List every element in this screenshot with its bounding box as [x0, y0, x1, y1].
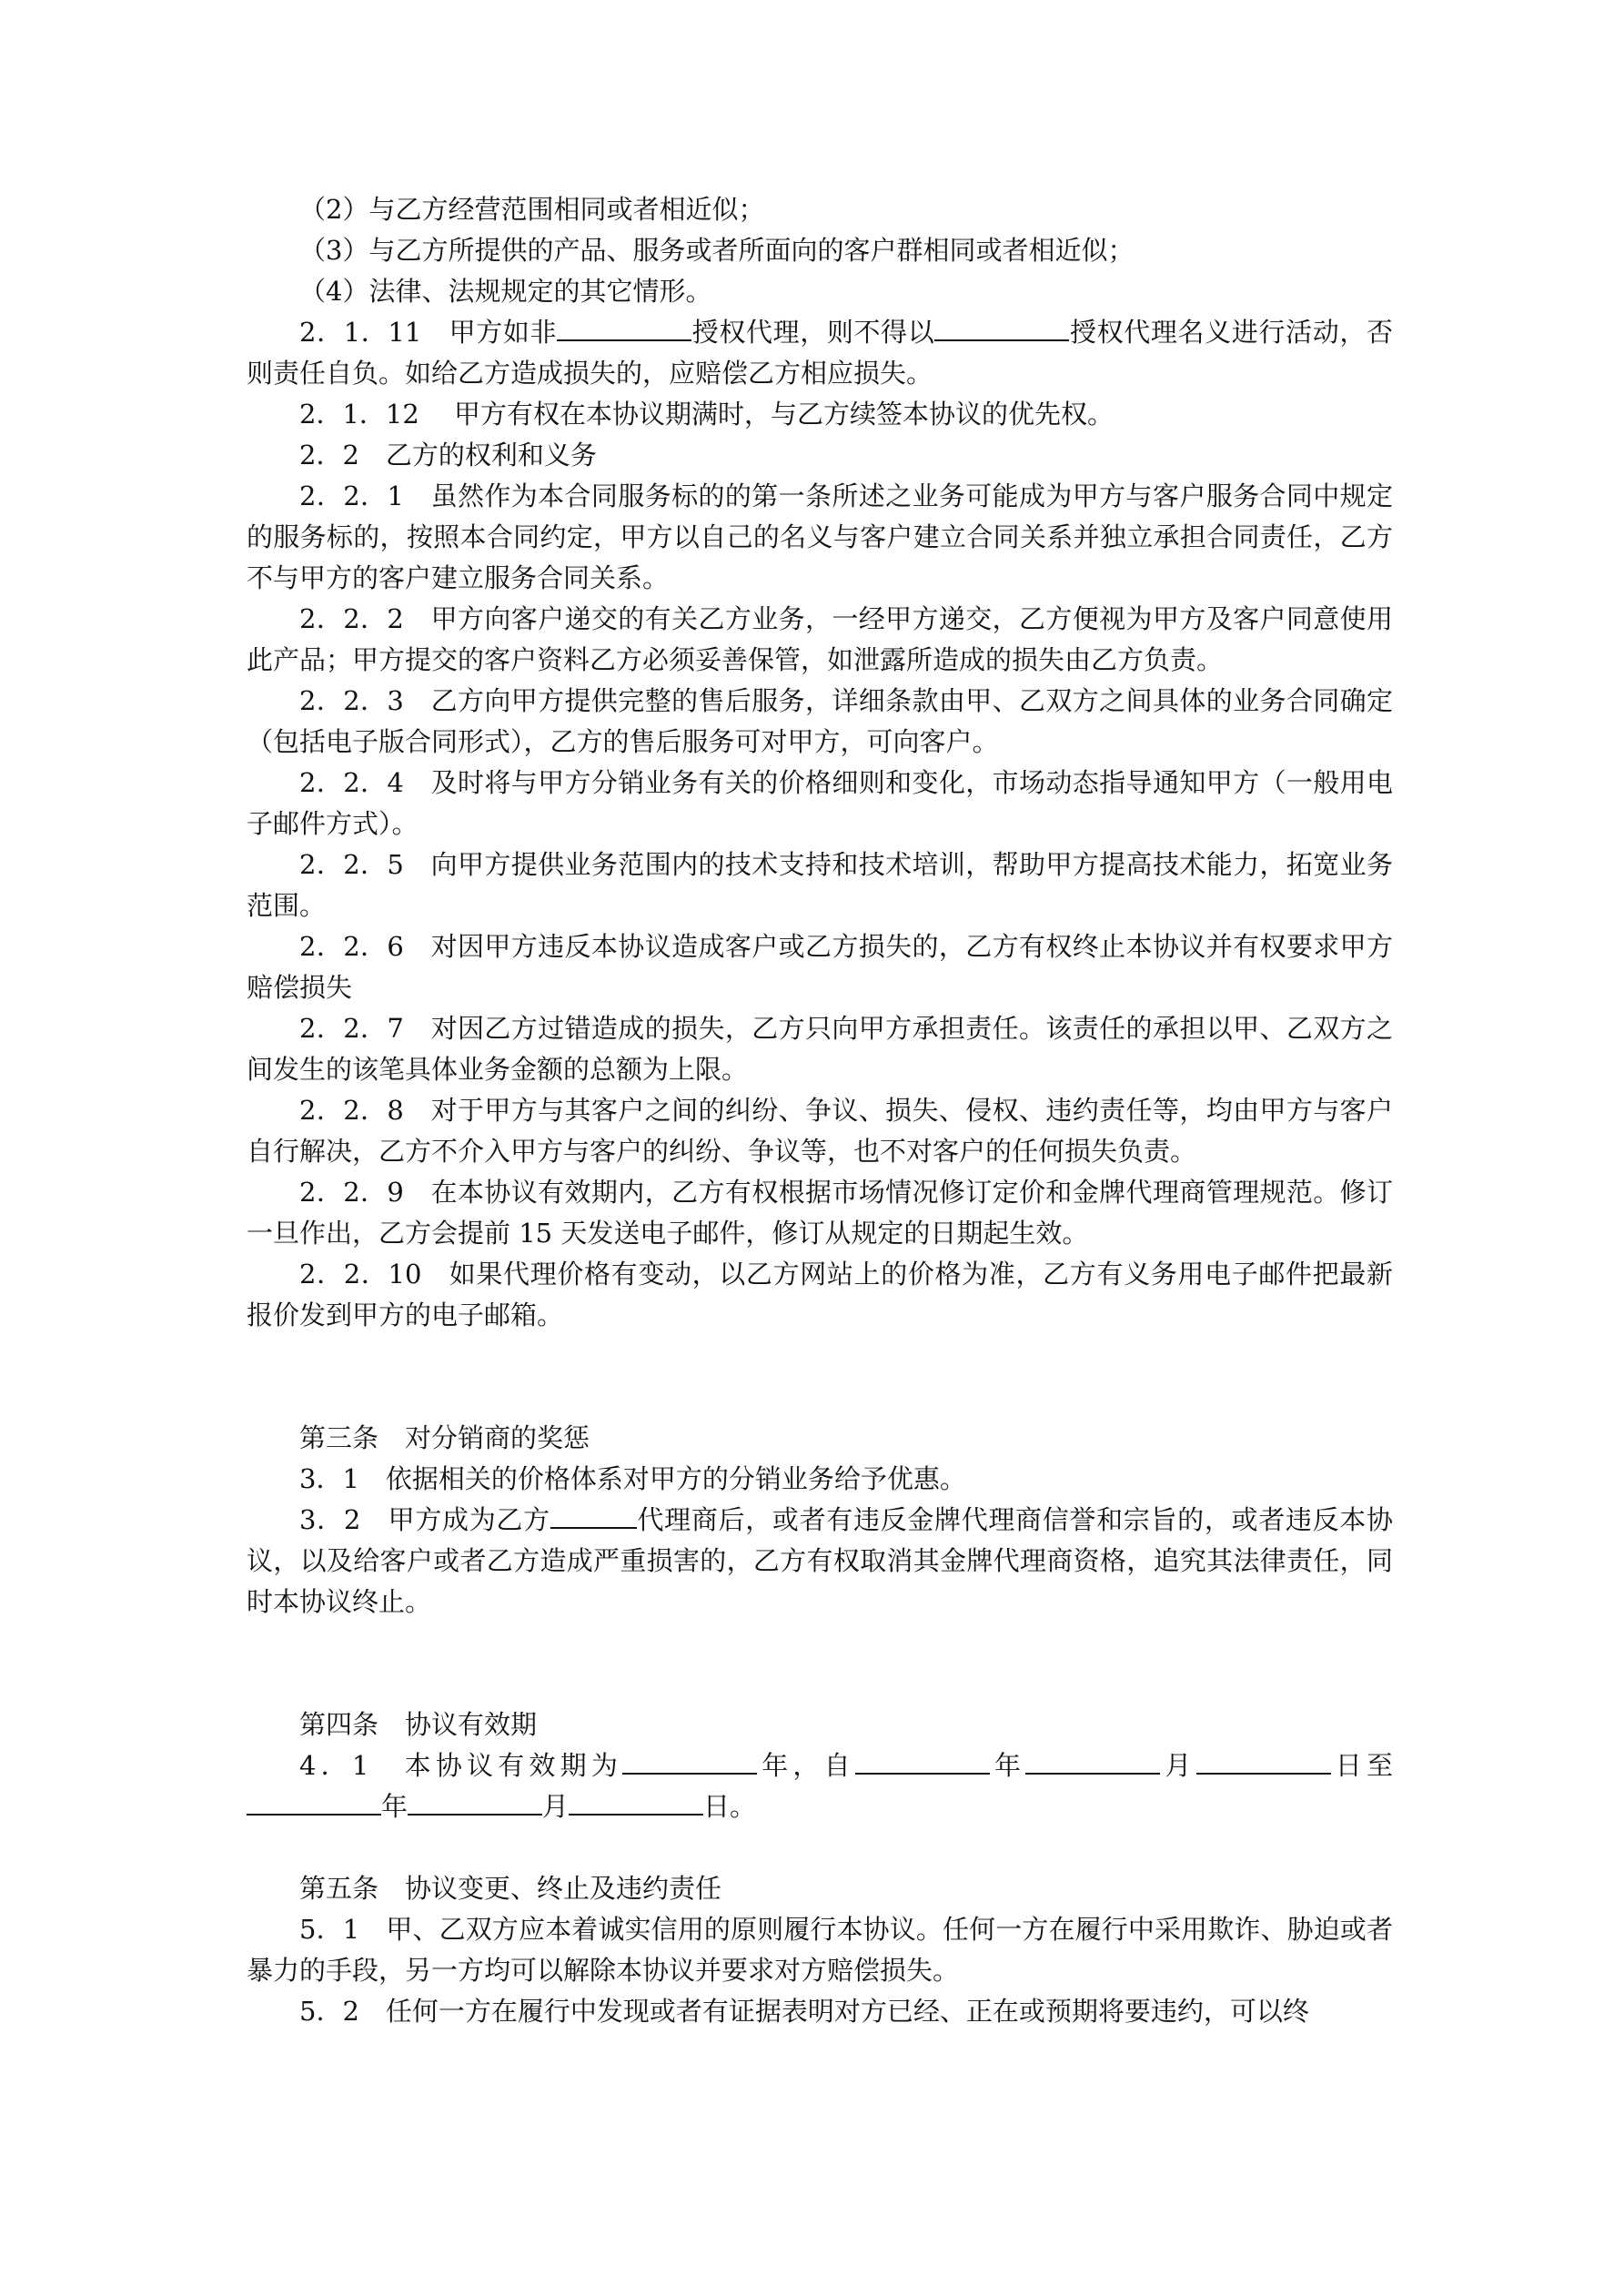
document-page — [247, 189, 1393, 2032]
blank-field[interactable] — [247, 1786, 381, 1816]
clause-2-2-7: 2．2．7 对因乙方过错造成的损失，乙方只向甲方承担责任。该责任的承担以甲、乙双方之间发生的该笔具体业务金额的总额为上限。 — [247, 1013, 1393, 1085]
clause-3-2 — [247, 1500, 1393, 1623]
blank-field[interactable] — [557, 312, 691, 341]
clause-text-b: 代理商后，或者有违反金牌代理商信誉和宗旨的，或者违反本协议，以及给客户或者乙方造成严重损害的，乙方有权取消其金牌代理商资格，追究其法律责任，同时本协议终止。 — [247, 1504, 1393, 1617]
year-label: 年 — [757, 1750, 793, 1781]
clause-text-c: 授权代理名义进行活动，否则责任自负。如给乙方造成损失的，应赔偿乙方相应损失。 — [247, 317, 1393, 389]
blank-field[interactable] — [622, 1745, 757, 1775]
year-label: 年 — [989, 1750, 1026, 1781]
from-label: ，自 — [792, 1750, 855, 1781]
clause-5-1: 5．1 甲、乙双方应本着诚实信用的原则履行本协议。任何一方在履行中采用欺诈、胁迫或者暴力的手段，另一方均可以解除本协议并要求对方赔偿损失。 — [247, 1914, 1393, 1986]
clause-2-2-9: 2．2．9 在本协议有效期内，乙方有权根据市场情况修订定价和金牌代理商管理规范。修订一旦作出，乙方会提前 15 天发送电子邮件，修订从规定的日期起生效。 — [247, 1177, 1393, 1249]
clause-4-1 — [247, 1745, 1393, 1827]
section-heading-2-2: 2．2 乙方的权利和义务 — [299, 440, 597, 470]
blank-field[interactable] — [408, 1786, 542, 1816]
clause-number: 2．1．11 — [299, 317, 422, 348]
clause-2-2-10: 2．2．10 如果代理价格有变动，以乙方网站上的价格为准，乙方有义务用电子邮件把最新报价发到甲方的电子邮箱。 — [247, 1259, 1393, 1330]
list-item-4: （4）法律、法规规定的其它情形。 — [299, 276, 712, 307]
blank-field[interactable] — [569, 1786, 703, 1816]
clause-2-2-5: 2．2．5 向甲方提供业务范围内的技术支持和技术培训，帮助甲方提高技术能力，拓宽业务范围。 — [247, 849, 1393, 921]
clause-text-a: 4．1 本协议有效期为 — [299, 1750, 623, 1781]
list-item-2: （2）与乙方经营范围相同或者相近似； — [299, 194, 765, 225]
clause-2-1-11 — [247, 312, 1393, 394]
article-3-heading: 第三条 对分销商的奖惩 — [299, 1422, 590, 1453]
clause-2-2-8: 2．2．8 对于甲方与其客户之间的纠纷、争议、损失、侵权、违约责任等，均由甲方与客户自行解决，乙方不介入甲方与客户的纠纷、争议等，也不对客户的任何损失负责。 — [247, 1095, 1393, 1167]
clause-2-1-12: 2．1．12 甲方有权在本协议期满时，与乙方续签本协议的优先权。 — [299, 399, 1115, 430]
clause-2-2-1: 2．2．1 虽然作为本合同服务标的的第一条所述之业务可能成为甲方与客户服务合同中规定的服务标的，按照本合同约定，甲方以自己的名义与客户建立合同关系并独立承担合同责任，乙方不与甲方的客户建立服务合同关系。 — [247, 480, 1393, 593]
clause-2-2-6: 2．2．6 对因甲方违反本协议造成客户或乙方损失的，乙方有权终止本协议并有权要求甲方赔偿损失 — [247, 931, 1393, 1003]
spacer — [247, 1336, 1393, 1418]
spacer — [247, 1623, 1393, 1704]
year-label: 年 — [381, 1791, 409, 1822]
month-label: 月 — [1160, 1750, 1196, 1781]
clause-text-b: 授权代理，则不得以 — [691, 317, 935, 348]
blank-field[interactable] — [934, 312, 1069, 341]
clause-2-2-4: 2．2．4 及时将与甲方分销业务有关的价格细则和变化，市场动态指导通知甲方（一般用电子邮件方式）。 — [247, 767, 1393, 839]
day-end-label: 日。 — [703, 1791, 757, 1822]
clause-3-1: 3．1 依据相关的价格体系对甲方的分销业务给予优惠。 — [299, 1463, 966, 1494]
clause-text-a: 3．2 甲方成为乙方 — [299, 1504, 550, 1535]
clause-5-2: 5．2 任何一方在履行中发现或者有证据表明对方已经、正在或预期将要违约，可以终 — [299, 1996, 1309, 2027]
clause-2-2-2: 2．2．2 甲方向客户递交的有关乙方业务，一经甲方递交，乙方便视为甲方及客户同意使用此产品；甲方提交的客户资料乙方必须妥善保管，如泄露所造成的损失由乙方负责。 — [247, 603, 1393, 675]
article-4-heading: 第四条 协议有效期 — [299, 1709, 538, 1740]
blank-field[interactable] — [855, 1745, 990, 1775]
article-5-heading: 第五条 协议变更、终止及违约责任 — [299, 1873, 722, 1904]
spacer — [247, 1827, 1393, 1868]
day-to-label: 日至 — [1330, 1750, 1393, 1781]
month-label: 月 — [542, 1791, 570, 1822]
blank-field[interactable] — [1196, 1745, 1331, 1775]
blank-field[interactable] — [1025, 1745, 1160, 1775]
clause-2-2-3: 2．2．3 乙方向甲方提供完整的售后服务，详细条款由甲、乙双方之间具体的业务合同确定（包括电子版合同形式），乙方的售后服务可对甲方，可向客户。 — [247, 685, 1393, 757]
clause-text-a: 甲方如非 — [421, 317, 558, 348]
blank-field[interactable] — [550, 1500, 637, 1529]
list-item-3: （3）与乙方所提供的产品、服务或者所面向的客户群相同或者相近似； — [299, 235, 1135, 266]
